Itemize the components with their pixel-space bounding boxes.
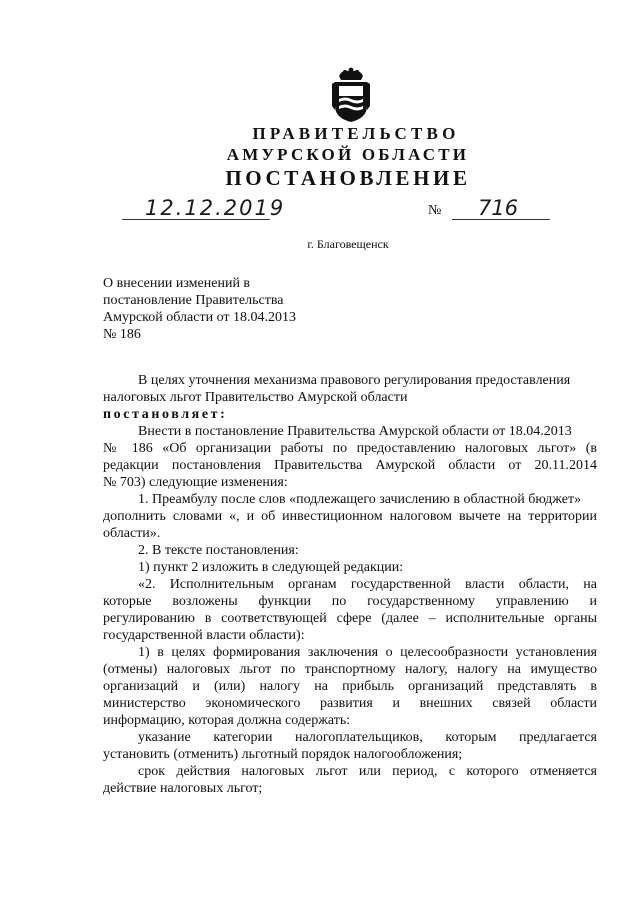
number-label: № [428,203,442,218]
body-line: Внести в постановление Правительства Амурской области от 18.04.2013 [138,424,572,439]
body-line: государственной власти области): [103,628,305,643]
subject-line: № 186 [103,327,141,342]
resolution-word: постановляет: [103,407,228,422]
body-line: регулированию в соответствующей сфере (далее – исполнительные органы [103,611,597,626]
body-line: указание категории налогоплательщиков, которым предлагается [138,730,597,745]
body-line: действие налоговых льгот; [103,781,263,796]
body-line: редакции постановления Правительства Амурской области от 20.11.2014 [103,458,597,473]
government-title: ПРАВИТЕЛЬСТВО [252,124,460,143]
body-line: срок действия налоговых льгот или период, с которого отменяется [138,764,597,779]
document-subject [103,275,296,343]
number-underline [452,219,550,220]
body-line: налоговых льгот Правительство Амурской области [103,390,408,405]
document-type-title: ПОСТАНОВЛЕНИЕ [225,166,471,190]
document-number: 716 [478,196,519,220]
body-line: 2. В тексте постановления: [138,543,299,558]
date-underline [122,219,270,220]
body-line: (отмены) налоговых льгот по транспортному налогу, налогу на имущество [103,662,597,677]
city-label: г. Благовещенск [307,237,389,251]
body-line: информацию, которая должна содержать: [103,713,351,728]
body-line: министерство экономического развития и внешних связей области [103,696,597,711]
subject-line: О внесении изменений в [103,276,251,291]
document-date: 12.12.2019 [145,196,286,220]
body-line: № 703) следующие изменения: [103,475,288,490]
subject-line: Амурской области от 18.04.2013 [103,310,296,325]
body-line: которые возложены функции по государственному управлению и [103,594,597,609]
subject-line: постановление Правительства [103,293,284,308]
body-line: организаций и (или) налогу на прибыль организаций представлять в [103,679,597,694]
coat-of-arms-icon [329,66,373,124]
document-body [103,372,597,797]
body-line: дополнить словами «, и об инвестиционном налоговом вычете на территории [103,509,597,524]
body-line: «2. Исполнительным органам государственной власти области, на [138,577,597,592]
body-line: 1) в целях формирования заключения о целесообразности установления [138,645,597,660]
body-line: В целях уточнения механизма правового регулирования предоставления [138,373,571,388]
region-title: АМУРСКОЙ ОБЛАСТИ [226,145,470,164]
body-line: области». [103,526,161,541]
body-line: 1. Преамбулу после слов «подлежащего зачислению в областной бюджет» [138,492,582,507]
body-line: № 186 «Об организации работы по предоставлению налоговых льгот» (в [103,441,597,456]
body-line: 1) пункт 2 изложить в следующей редакции: [138,560,404,575]
body-line: установить (отменить) льготный порядок налогообложения; [103,747,463,762]
